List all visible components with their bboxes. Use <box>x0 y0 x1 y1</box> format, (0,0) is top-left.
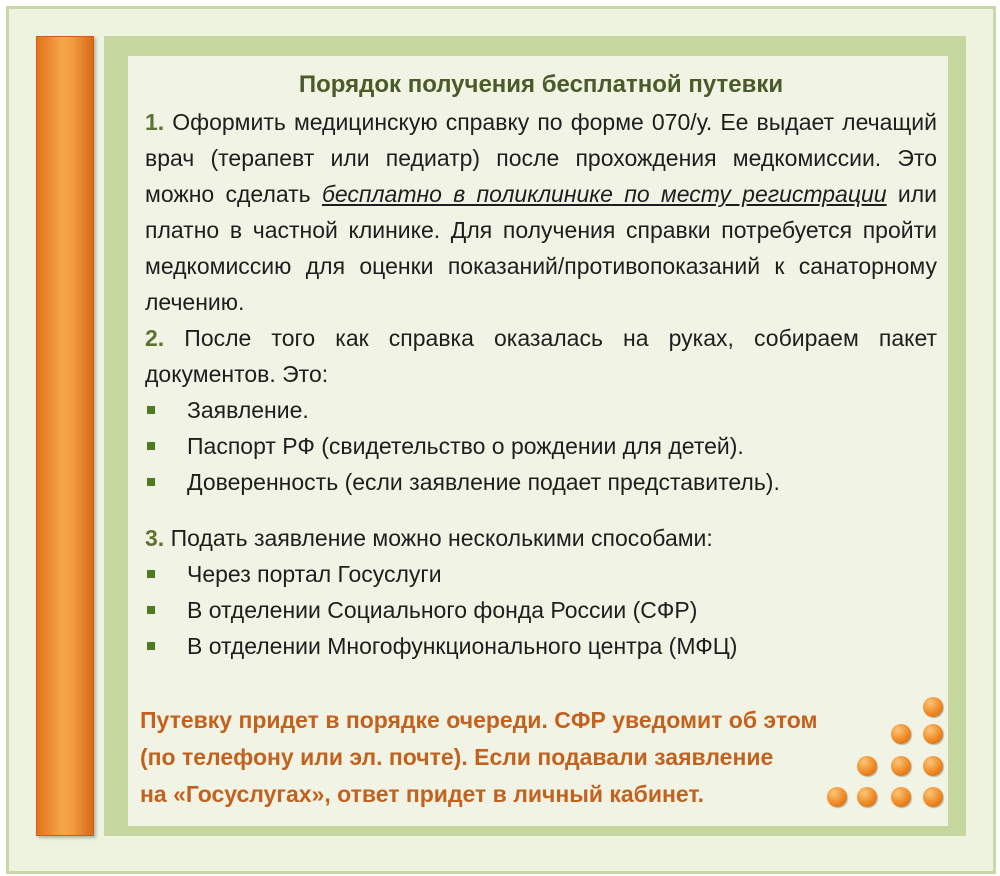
step-1-paragraph <box>145 104 937 320</box>
step-3-paragraph <box>145 520 937 556</box>
square-bullet-icon <box>147 642 155 650</box>
list-item <box>145 428 937 464</box>
notice-line: (по телефону или эл. почте). Если подавали заявление <box>140 744 774 770</box>
decorative-dot-icon <box>857 756 877 776</box>
page-title: Порядок получения бесплатной путевки <box>298 71 784 98</box>
square-bullet-icon <box>147 478 155 486</box>
list-item-label: В отделении Многофункционального центра (МФЦ) <box>187 633 738 659</box>
notice-line: на «Госуслугах», ответ придет в личный кабинет. <box>140 781 705 807</box>
list-item-label: В отделении Социального фонда России (СФР) <box>187 597 698 623</box>
step-1-emphasis: бесплатно в поликлинике по месту регистрации <box>321 181 887 207</box>
decorative-dot-icon <box>857 787 877 807</box>
list-item-label: Доверенность (если заявление подает представитель). <box>187 469 780 495</box>
notice-line: Путевку придет в порядке очереди. СФР уведомит об этом <box>140 707 818 733</box>
decorative-dot-icon <box>923 787 943 807</box>
list-item-label: Паспорт РФ (свидетельство о рождении для детей). <box>187 433 744 459</box>
step-1-text: Оформить медицинскую справку по форме 070/у. Ее выдает лечащий врач (терапевт или педиатр) после прохождения медкомиссии. Это можно сделать <box>145 109 938 207</box>
step-1-text-after: или платно в частной клинике. Для получения справки потребуется пройти медкомиссию для оценки показаний/противопоказаний к санаторному лечению. <box>145 181 937 315</box>
list-item-label: Заявление. <box>187 397 309 423</box>
step-2-paragraph <box>145 320 937 392</box>
decorative-dot-icon <box>827 787 847 807</box>
documents-list <box>145 392 937 500</box>
list-item <box>145 392 937 428</box>
step-3-text: Подать заявление можно несколькими способами: <box>170 525 713 551</box>
list-item <box>145 556 937 592</box>
notice-text <box>140 702 920 813</box>
square-bullet-icon <box>147 406 155 414</box>
decorative-dot-icon <box>891 756 911 776</box>
document-body <box>145 66 937 664</box>
list-item-label: Через портал Госуслуги <box>187 561 442 587</box>
list-item <box>145 464 937 500</box>
step-3-number: 3. <box>145 525 165 551</box>
square-bullet-icon <box>147 570 155 578</box>
decorative-dot-icon <box>891 724 911 744</box>
decorative-dot-icon <box>923 697 943 717</box>
step-1-number: 1. <box>145 109 165 135</box>
square-bullet-icon <box>147 606 155 614</box>
decorative-dot-icon <box>891 787 911 807</box>
decorative-dot-icon <box>923 724 943 744</box>
methods-list <box>145 556 937 664</box>
square-bullet-icon <box>147 442 155 450</box>
list-item <box>145 592 937 628</box>
step-2-number: 2. <box>145 325 165 351</box>
list-item <box>145 628 937 664</box>
decorative-dot-icon <box>923 756 943 776</box>
step-2-text: После того как справка оказалась на руках, собираем пакет документов. Это: <box>145 325 938 387</box>
orange-accent-bar <box>36 36 94 836</box>
